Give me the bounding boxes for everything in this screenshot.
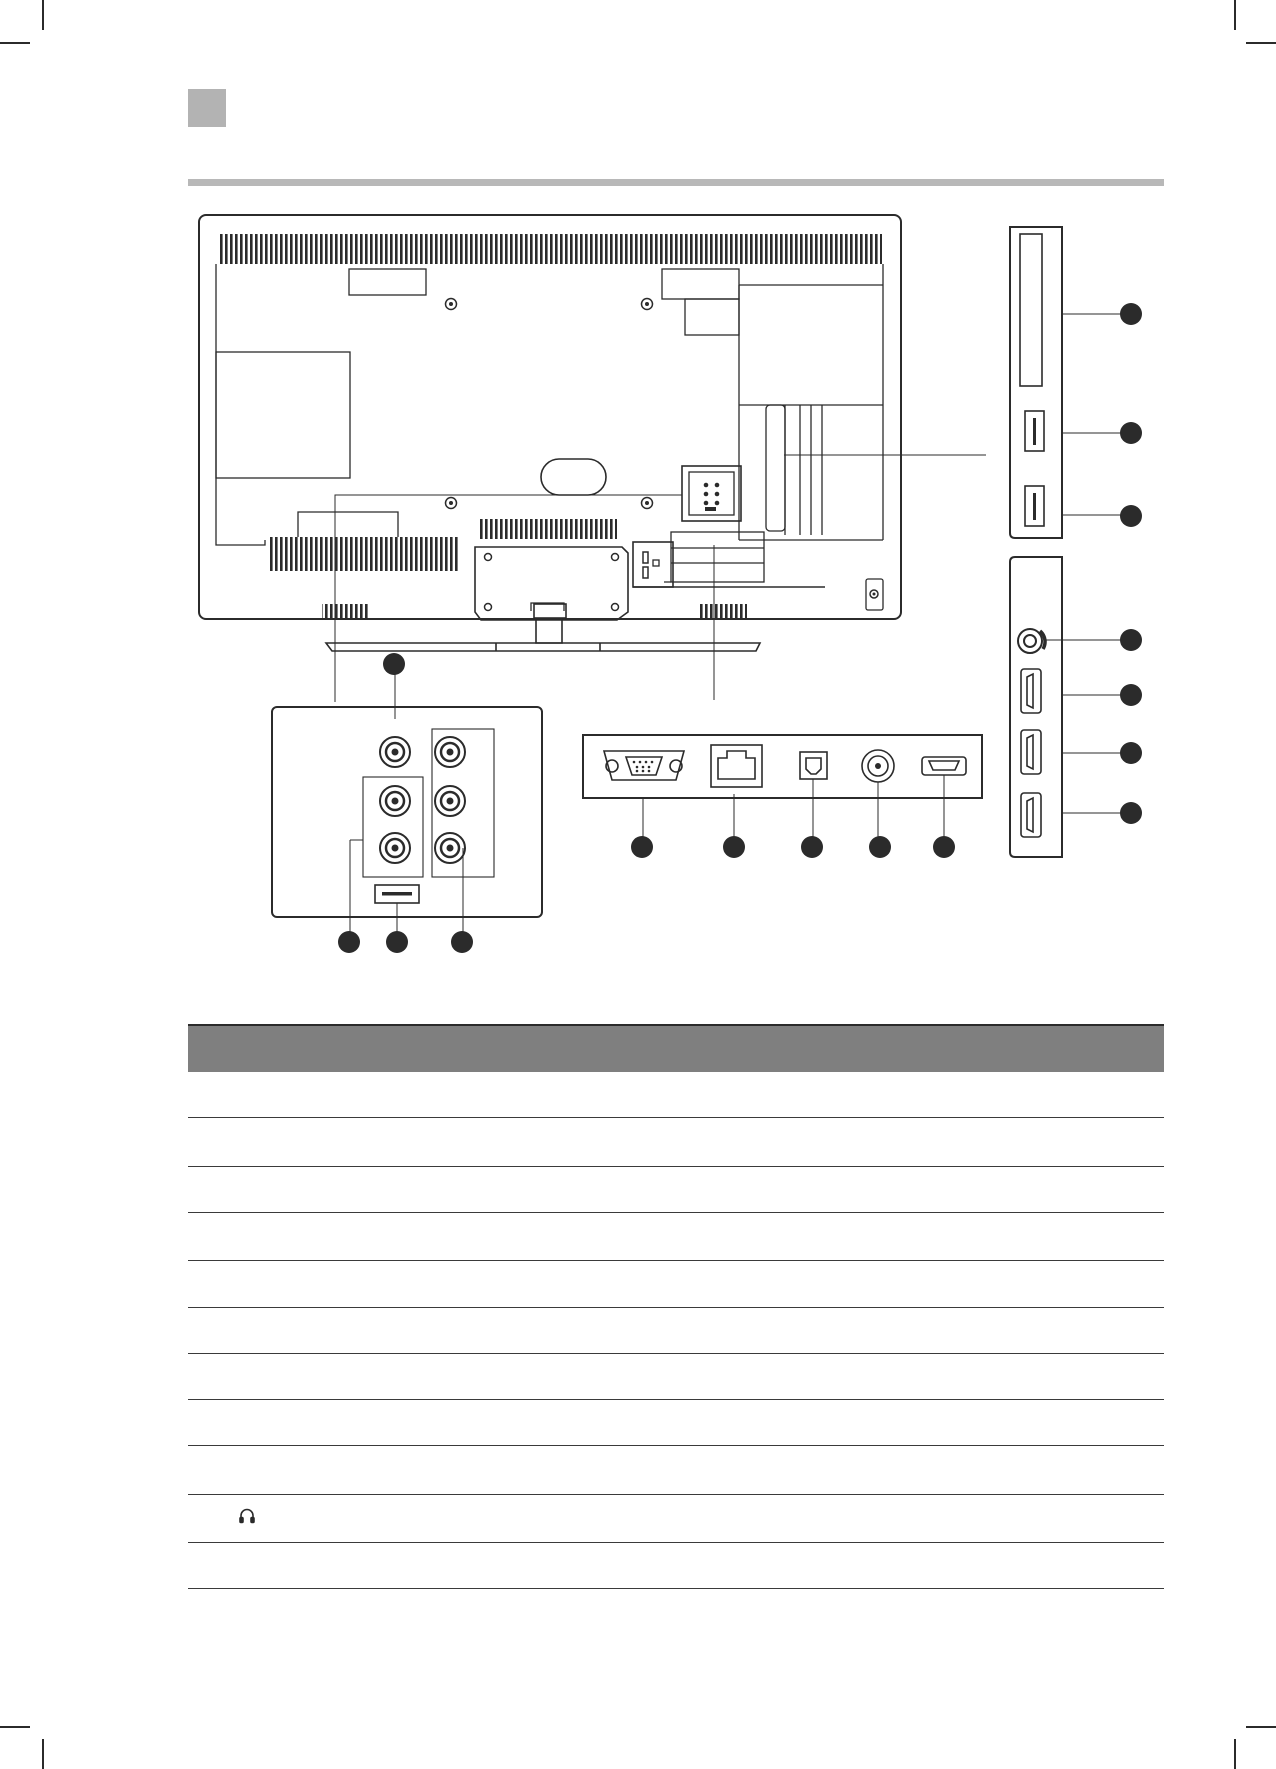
table-row: [188, 1167, 1164, 1213]
callout-marker: [933, 836, 955, 858]
hdmi-port-icon: [1021, 669, 1041, 713]
callout-marker: [1120, 629, 1142, 651]
lan-port-icon: [711, 745, 762, 787]
headphone-icon: [238, 1507, 256, 1530]
rca-jack-icon: [435, 833, 465, 863]
optical-audio-port-icon: [800, 752, 827, 779]
rca-jack-icon: [380, 833, 410, 863]
side-panel-lower: [1010, 557, 1062, 857]
wall-mount-screw: [642, 299, 653, 310]
table-header: [188, 1024, 1164, 1072]
callout-marker: [1120, 505, 1142, 527]
rear-connector-panel: [583, 735, 982, 798]
table-row: [188, 1072, 1164, 1118]
callout-marker: [383, 653, 405, 675]
table-row: [188, 1495, 1164, 1543]
table-row: [188, 1118, 1164, 1167]
callout-marker: [1120, 422, 1142, 444]
table-row: [188, 1400, 1164, 1446]
table-row: [188, 1213, 1164, 1261]
wall-mount-screw: [446, 498, 457, 509]
table-row: [188, 1446, 1164, 1495]
crop-mark: [42, 1739, 44, 1769]
rca-jack-icon: [380, 737, 410, 767]
hdmi-port-icon: [1021, 730, 1041, 774]
wall-mount-screw: [446, 299, 457, 310]
tv-stand: [326, 604, 760, 651]
table-row: [188, 1308, 1164, 1354]
callout-marker: [801, 836, 823, 858]
callout-marker: [451, 931, 473, 953]
callout-marker: [631, 836, 653, 858]
callout-marker: [386, 931, 408, 953]
rca-jack-icon: [380, 786, 410, 816]
hdmi-port-icon: [1021, 793, 1041, 837]
crop-mark: [0, 1726, 30, 1728]
callout-marker: [1120, 742, 1142, 764]
connections-table: [188, 1024, 1164, 1589]
callout-marker: [869, 836, 891, 858]
callout-marker: [723, 836, 745, 858]
callout-markers: [338, 303, 1142, 953]
callout-marker: [338, 931, 360, 953]
crop-mark: [1246, 1726, 1276, 1728]
rca-jack-icon: [435, 786, 465, 816]
side-panel-upper: [1010, 227, 1062, 538]
tv-back-panel: [199, 215, 901, 620]
callout-marker: [1120, 802, 1142, 824]
callout-marker: [1120, 303, 1142, 325]
wall-mount-screw: [642, 498, 653, 509]
table-row: [188, 1261, 1164, 1308]
callout-marker: [1120, 684, 1142, 706]
crop-mark: [1234, 1739, 1236, 1769]
table-row: [188, 1354, 1164, 1400]
vga-port-icon: [604, 751, 684, 780]
table-row: [188, 1543, 1164, 1589]
antenna-port-icon: [862, 750, 894, 782]
headphone-jack-icon: [1018, 629, 1045, 653]
rca-jack-icon: [435, 737, 465, 767]
rca-connector-panel: [272, 707, 542, 917]
ci-slot-icon: [1020, 234, 1042, 386]
hdmi-port-icon: [922, 757, 966, 775]
